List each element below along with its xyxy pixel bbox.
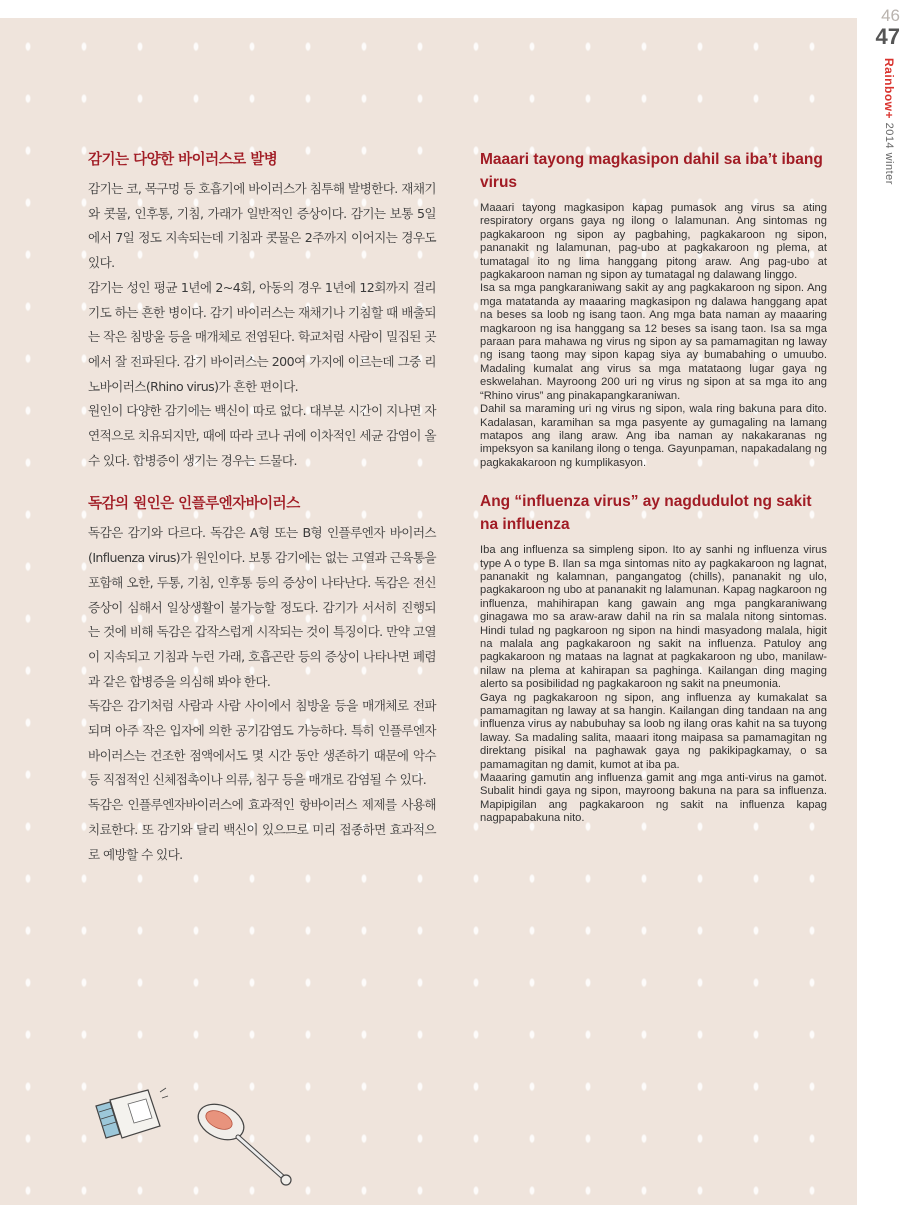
magazine-brand — [882, 58, 896, 185]
filipino-paragraph: Gaya ng pagkakaroon ng sipon, ang influenza ay kumakalat sa pamamagitan ng laway at sa hangin. Kailangan ding tandaan na ang influenza virus ay nabubuhay sa loob ng ilang oras kahit na sa tuyong laway. Sa madaling salita, maaari itong maipasa sa pamamagitan ng direktang pisikal na paghawak gaya ng pakikipagkamay, o sa pamamagitan ng damit, kumot at iba pa. — [480, 691, 827, 771]
korean-column — [88, 148, 436, 867]
spoon-icon — [192, 1097, 291, 1185]
korean-paragraph: 독감은 감기처럼 사람과 사람 사이에서 침방울 등을 매개체로 전파되며 아주 작은 입자에 의한 공기감염도 가능하다. 특히 인플루엔자바이러스는 건조한 점액에서도 몇 시간 동안 생존하기 때문에 악수 등 직접적인 신체접촉이나 의류, 침구 등을 매개로 감염될 수 있다. — [88, 698, 436, 788]
korean-paragraph: 독감은 감기와 다르다. 독감은 A형 또는 B형 인플루엔자 바이러스(Influenza virus)가 원인이다. 보통 감기에는 없는 고열과 근육통을 포함해 오한, 두통, 기침, 인후통 등의 증상이 나타난다. 독감은 전신증상이 심해서 일상생활이 불가능할 정도다. 감기가 서서히 진행되는 것에 비해 독감은 갑작스럽게 시작되는 것이 특징이다. 만약 고열이 지속되고 기침과 누런 가래, 호흡곤란 등의 증상이 나타나면 폐렴과 같은 합병증을 의심해 봐야 한다. — [88, 525, 436, 689]
filipino-paragraph: Iba ang influenza sa simpleng sipon. Ito ay sanhi ng influenza virus type A o type B. Ilan sa mga sintomas nito ay pagkakaroon ng lagnat, pananakit ng kalamnan, pangangatog (chills), pananakit ng ulo, pagkakaroon ng ubo at pananakit ng lalamunan. Kapag nagkaroon ng influenza, mahihirapan kang gawain ang mga pangkaraniwang ginagawa mo sa araw-araw dahil na rin sa malala nitong sintomas. Hindi tulad ng pagkaroon ng sipon na hindi masyadong malala, higit na malala ang pagkakaroon ng sakit na influenza. Patuloy ang pagkakaroon ng mataas na lagnat at pagkakaroon ng ubo, manilaw-nilaw na plema at kahirapan sa paghinga. Kailangan ding maging alerto sa posibilidad ng pagkakaroon ng sakit na pneumonia. — [480, 544, 827, 691]
korean-section2-title: 독감의 원인은 인플루엔자바이러스 — [88, 496, 300, 513]
filipino-section1-title: Maaari tayong magkasipon dahil sa iba’t ibang virus — [480, 151, 823, 191]
korean-section1-title: 감기는 다양한 바이러스로 발병 — [88, 152, 278, 168]
korean-paragraph: 독감은 인플루엔자바이러스에 효과적인 항바이러스 제제를 사용해 치료한다. 또 감기와 달리 백신이 있으므로 미리 접종하면 효과적으로 예방할 수 있다. — [88, 797, 436, 862]
filipino-paragraph: Dahil sa maraming uri ng virus ng sipon, wala ring bakuna para dito. Kadalasan, karamihan sa mga pasyente ay gumagaling na lamang matapos ang ilang araw. Ang iba naman ay nakakaranas ng impeksyon sa kanilang ilong o tenga. Gayunpaman, napakadalang ng pagkakakaroon ng kumplikasyon. — [480, 403, 827, 469]
filipino-column — [480, 148, 827, 826]
issue-label: 2014 winter — [883, 122, 895, 185]
korean-paragraph: 감기는 성인 평균 1년에 2~4회, 아동의 경우 1년에 12회까지 걸리기도 하는 흔한 병이다. 감기 바이러스는 재채기나 기침할 때 배출되는 작은 침방울 등을 매개체로 전염된다. 학교처럼 사람이 밀집된 곳에서 잘 전파된다. 감기 바이러스는 200여 가지에 이르는데 그중 리노바이러스(Rhino virus)가 흔한 편이다. — [88, 279, 436, 394]
filipino-section2-title: Ang “influenza virus” ay nagdudulot ng sakit na influenza — [480, 493, 812, 534]
korean-paragraph: 감기는 코, 목구멍 등 호흡기에 바이러스가 침투해 발병한다. 재채기와 콧물, 인후통, 기침, 가래가 일반적인 증상이다. 감기는 보통 5일에서 7일 정도 지속되는데 기침과 콧물은 2주까지 이어지는 경우도 있다. — [88, 181, 436, 271]
filipino-paragraph: Maaari tayong magkasipon kapag pumasok ang virus sa ating respiratory organs gaya ng ilong o lalamunan. Ang sintomas ng pagkakaroon ng sipon ay pagbahing, pagkakaroon ng sipon, pananakit ng lalamunan, pag-ubo at pagkakaroon ng plema, at tumatagal ito ng lima hanggang pitong araw. Ang pag-ubo at pagkakaroon naman ng sipon ay tumatagal ng dalawang linggo. — [480, 202, 827, 282]
previous-page-number: 46 — [881, 6, 900, 25]
filipino-paragraph: Isa sa mga pangkaraniwang sakit ay ang pagkakaroon ng sipon. Ang mga matatanda ay maaaring magkasipon ng dalawa hanggang apat na beses sa loob ng isang taon. Ang mga bata naman ay maaaring magkaroon ng isa hanggang sa 12 beses sa isang taon. Isa sa mga paraan para mahawa ng virus ng sipon ay sa pamamagitan ng laway ng isang taong may sipon kapag siya ay bumabahing o umuubo. Madaling kumalat ang virus sa mga matataong lugar gaya ng eskwelahan. Mayroong 200 uri ng virus ng sipon at sa mga ito ang “Rhino virus” ang pinakapangkaraniwan. — [480, 282, 827, 402]
medicine-bottle-icon — [96, 1088, 168, 1138]
filipino-paragraph: Maaaring gamutin ang influenza gamit ang mga anti-virus na gamot. Subalit hindi gaya ng sipon, mayroong bakuna na para sa influenza. Mapipigilan ang pagkakaroon ng sakit na influenza kapag nagpapabakuna nito. — [480, 772, 827, 825]
medicine-illustration — [88, 1082, 318, 1192]
korean-paragraph: 원인이 다양한 감기에는 백신이 따로 없다. 대부분 시간이 지나면 자연적으로 치유되지만, 때에 따라 코나 귀에 이차적인 세균 감염이 올 수 있다. 합병증이 생기는 경우는 드물다. — [88, 403, 436, 468]
brand-logo: Rainbow+ — [882, 58, 896, 120]
page-number: 47 — [875, 24, 900, 49]
